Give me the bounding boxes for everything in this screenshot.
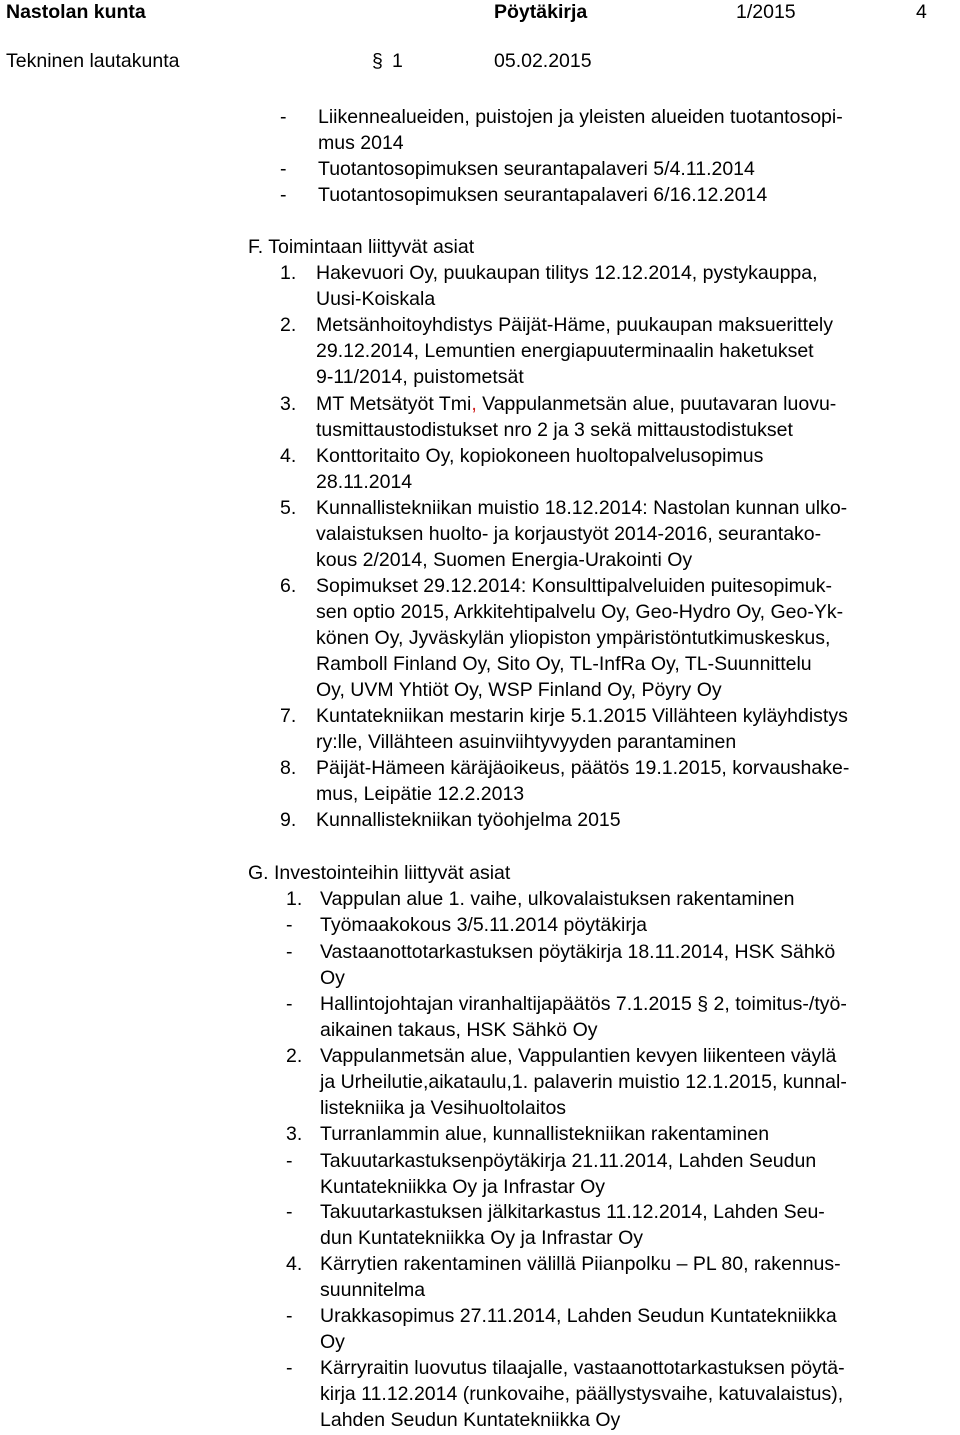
list-marker: -	[286, 941, 293, 963]
list-item-text-rest: Vappulanmetsän alue, puutavaran luovu-	[476, 393, 837, 415]
list-marker: 1.	[286, 888, 303, 910]
section-number: 1	[392, 50, 403, 72]
list-marker: -	[286, 1305, 293, 1327]
list-item-text: Oy	[320, 967, 345, 989]
list-marker: 2.	[280, 314, 297, 336]
list-item-text: Turranlammin alue, kunnallistekniikan rakentaminen	[320, 1123, 770, 1145]
list-item-text: Ramboll Finland Oy, Sito Oy, TL-InfRa Oy, TL-Suunnittelu	[316, 653, 812, 675]
red-comma: ,	[471, 393, 477, 415]
list-item-text: valaistuksen huolto- ja korjaustyöt 2014-2016, seurantako-	[316, 523, 822, 545]
list-item-text: könen Oy, Jyväskylän yliopiston ympäristöntutkimuskeskus,	[316, 627, 831, 649]
list-item-text: dun Kuntatekniikka Oy ja Infrastar Oy	[320, 1227, 643, 1249]
list-item-text: Vappulanmetsän alue, Vappulantien kevyen liikenteen väylä	[320, 1045, 837, 1067]
list-item-text: suunnitelma	[320, 1279, 426, 1301]
list-item-text: Oy, UVM Yhtiöt Oy, WSP Finland Oy, Pöyry Oy	[316, 679, 722, 701]
list-item-text: mus 2014	[318, 132, 404, 154]
list-marker: 8.	[280, 757, 297, 779]
list-marker: 4.	[286, 1253, 303, 1275]
list-marker: 1.	[280, 262, 297, 284]
list-item-text: Kuntatekniikan mestarin kirje 5.1.2015 Villähteen kyläyhdistys	[316, 705, 848, 727]
list-item-text: Tuotantosopimuksen seurantapalaveri 6/16.12.2014	[318, 184, 768, 206]
list-marker: -	[286, 914, 293, 936]
list-item-text: Sopimukset 29.12.2014: Konsulttipalveluiden puitesopimuk-	[316, 575, 832, 597]
municipality-name: Nastolan kunta	[6, 1, 146, 23]
list-item-text: 9-11/2014, puistometsät	[316, 366, 524, 388]
list-marker: 4.	[280, 445, 297, 467]
list-item-text: Vastaanottotarkastuksen pöytäkirja 18.11.2014, HSK Sähkö	[320, 941, 836, 963]
list-item-text: Metsänhoitoyhdistys Päijät-Häme, puukaupan maksuerittely	[316, 314, 834, 336]
list-item-text: Takuutarkastuksen jälkitarkastus 11.12.2014, Lahden Seu-	[320, 1201, 825, 1223]
list-item-text: ry:lle, Villähteen asuinviihtyvyyden parantaminen	[316, 731, 737, 753]
meeting-date: 05.02.2015	[494, 50, 592, 72]
list-marker: 5.	[280, 497, 297, 519]
committee-name: Tekninen lautakunta	[6, 50, 180, 72]
list-item-text: Urakkasopimus 27.11.2014, Lahden Seudun Kuntatekniikka	[320, 1305, 837, 1327]
document-type: Pöytäkirja	[494, 1, 588, 23]
section-symbol: §	[697, 993, 709, 1015]
list-marker: -	[286, 1150, 293, 1172]
list-item-text: Lahden Seudun Kuntatekniikka Oy	[320, 1409, 621, 1431]
list-marker: -	[286, 1357, 293, 1379]
list-item-text: 29.12.2014, Lemuntien energiapuuterminaalin haketukset	[316, 340, 814, 362]
list-item-text: kirja 11.12.2014 (runkovaihe, päällystysvaihe, katuvalaistus),	[320, 1383, 844, 1405]
list-marker: 3.	[286, 1123, 303, 1145]
list-item-text: Liikennealueiden, puistojen ja yleisten alueiden tuotantosopi-	[318, 106, 843, 128]
list-item-text: kous 2/2014, Suomen Energia-Urakointi Oy	[316, 549, 693, 571]
section-f-heading: F. Toimintaan liittyvät asiat	[248, 236, 475, 258]
list-marker: -	[280, 106, 287, 128]
list-item-text: Hakevuori Oy, puukaupan tilitys 12.12.2014, pystykauppa,	[316, 262, 818, 284]
list-item-text: Konttoritaito Oy, kopiokoneen huoltopalvelusopimus	[316, 445, 764, 467]
section-symbol: §	[372, 50, 383, 72]
list-marker: 7.	[280, 705, 297, 727]
document-number: 1/2015	[736, 1, 796, 23]
list-marker: -	[280, 184, 287, 206]
list-item-text: ja Urheilutie,aikataulu,1. palaverin muistio 12.1.2015, kunnal-	[320, 1071, 847, 1093]
list-item-text	[316, 391, 836, 417]
list-item-text: mus, Leipätie 12.2.2013	[316, 783, 525, 805]
list-item-text: Vappulan alue 1. vaihe, ulkovalaistuksen rakentaminen	[320, 888, 795, 910]
list-marker: -	[286, 1201, 293, 1223]
list-item-text: Kuntatekniikka Oy ja Infrastar Oy	[320, 1176, 606, 1198]
page-number: 4	[916, 1, 927, 23]
list-item-text-rest: 2, toimitus-/työ-	[708, 993, 847, 1015]
list-item-text: Oy	[320, 1331, 345, 1353]
list-item-text: listekniika ja Vesihuoltolaitos	[320, 1097, 567, 1119]
list-item-text: Työmaakokous 3/5.11.2014 pöytäkirja	[320, 914, 648, 936]
list-item-text: tusmittaustodistukset nro 2 ja 3 sekä mittaustodistukset	[316, 419, 793, 441]
list-item-text: Päijät-Hämeen käräjäoikeus, päätös 19.1.2015, korvaushake-	[316, 757, 850, 779]
company-name: MT Metsätyöt Tmi	[316, 393, 472, 415]
list-item-text	[320, 991, 847, 1017]
list-item-text: Tuotantosopimuksen seurantapalaveri 5/4.11.2014	[318, 158, 755, 180]
list-marker: 3.	[280, 393, 297, 415]
list-item-text: Kärrytien rakentaminen välillä Piianpolku – PL 80, rakennus-	[320, 1253, 841, 1275]
list-marker: 2.	[286, 1045, 303, 1067]
list-item-text: Kunnallistekniikan työohjelma 2015	[316, 809, 621, 831]
list-marker: -	[286, 993, 293, 1015]
list-item-text: Uusi-Koiskala	[316, 288, 436, 310]
list-marker: 6.	[280, 575, 297, 597]
list-marker: -	[280, 158, 287, 180]
list-item-text: sen optio 2015, Arkkitehtipalvelu Oy, Geo-Hydro Oy, Geo-Yk-	[316, 601, 844, 623]
list-item-text: Takuutarkastuksenpöytäkirja 21.11.2014, Lahden Seudun	[320, 1150, 817, 1172]
list-item-text: 28.11.2014	[316, 471, 413, 493]
section-g-heading: G. Investointeihin liittyvät asiat	[248, 862, 511, 884]
list-marker: 9.	[280, 809, 297, 831]
list-item-text: Kunnallistekniikan muistio 18.12.2014: Nastolan kunnan ulko-	[316, 497, 848, 519]
list-item-text: Kärryraitin luovutus tilaajalle, vastaanottotarkastuksen pöytä-	[320, 1357, 845, 1379]
list-item-text: aikainen takaus, HSK Sähkö Oy	[320, 1019, 598, 1041]
list-item-text-start: Hallintojohtajan viranhaltijapäätös 7.1.2015	[320, 993, 698, 1015]
